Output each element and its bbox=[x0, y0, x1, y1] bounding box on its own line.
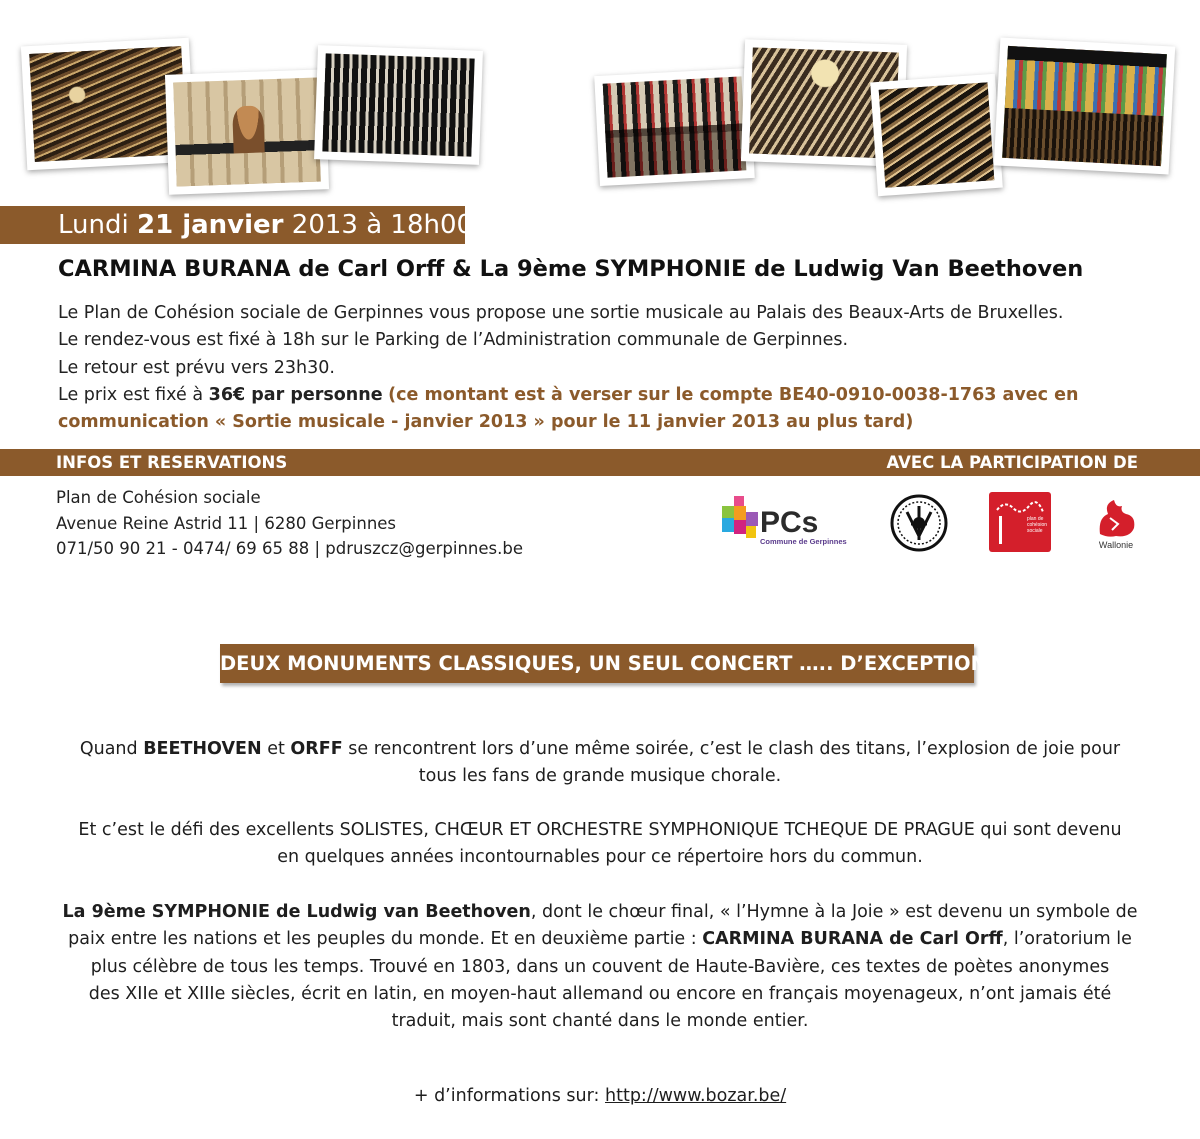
paragraph-prague-line-2: en quelques années incontournables pour ce répertoire hors du commun. bbox=[277, 847, 923, 868]
contact-phone-email: 071/50 90 21 - 0474/ 69 65 88 | pdruszcz@gerpinnes.be bbox=[56, 539, 523, 558]
p1-text-e: se rencontrent lors d’une même soirée, c’est le clash des titans, l’explosion de joie pour bbox=[348, 739, 1121, 759]
paragraph-program-line-5: traduit, mais sont chanté dans le monde entier. bbox=[391, 1011, 809, 1032]
plan-cohesion-logo bbox=[989, 492, 1051, 552]
photo-choir-rows bbox=[314, 45, 483, 165]
p1-beethoven: BEETHOVEN bbox=[143, 739, 262, 759]
contact-address: Avenue Reine Astrid 11 | 6280 Gerpinnes bbox=[56, 513, 397, 533]
participation-heading: AVEC LA PARTICIPATION DE bbox=[886, 453, 1138, 472]
p3-carmina-title: CARMINA BURANA de Carl Orff bbox=[702, 929, 1003, 950]
more-info-label: + d’informations sur: bbox=[413, 1086, 600, 1106]
paragraph-program-line-2 bbox=[50, 926, 1150, 953]
contact-block bbox=[56, 485, 523, 562]
paragraph-titans-line-2: tous les fans de grande musique chorale. bbox=[418, 766, 782, 787]
price-prefix: Le prix est fixé à bbox=[58, 384, 204, 405]
p1-text-a: Quand bbox=[79, 739, 138, 759]
paragraph-prague-line-1: Et c’est le défi des excellents SOLISTES, CHŒUR ET ORCHESTRE SYMPHONIQUE TCHEQUE DE PRAGUE qui sont devenu bbox=[78, 820, 1122, 840]
price-note-2: communication « Sortie musicale - janvier 2013 » pour le 11 janvier 2013 au plus tard) bbox=[58, 412, 914, 433]
plan-cohesion-logo-text: plan de cohésion sociale bbox=[1027, 516, 1048, 534]
wallonie-logo-text: Wallonie bbox=[1098, 540, 1134, 550]
p3-symphony-title: La 9ème SYMPHONIE de Ludwig van Beethoven bbox=[62, 902, 531, 922]
p3-text-2: paix entre les nations et les peuples du monde. Et en deuxième partie : bbox=[68, 929, 697, 950]
paragraph-titans-line-1 bbox=[50, 736, 1150, 763]
more-info bbox=[50, 1083, 1150, 1110]
photo-stage-orchestra bbox=[994, 38, 1175, 175]
date-bold: 21 janvier bbox=[136, 210, 284, 240]
bozar-link[interactable]: http://www.bozar.be/ bbox=[605, 1086, 787, 1106]
intro-line-1: Le Plan de Cohésion sociale de Gerpinnes vous propose une sortie musicale au Palais des Beaux-Arts de Bruxelles. bbox=[58, 303, 1064, 323]
event-title: CARMINA BURANA de Carl Orff & La 9ème SYMPHONIE de Ludwig Van Beethoven bbox=[58, 256, 1084, 282]
price-note-1: (ce montant est à verser sur le compte BE40-0910-0038-1763 avec en bbox=[388, 384, 1079, 405]
commune-seal-logo bbox=[889, 494, 949, 552]
info-reservations-heading: INFOS ET RESERVATIONS bbox=[56, 453, 288, 472]
event-date-bar bbox=[0, 206, 474, 244]
contact-org: Plan de Cohésion sociale bbox=[56, 488, 261, 507]
intro-price bbox=[58, 382, 1168, 409]
paragraph-program bbox=[50, 899, 1150, 1035]
p3-text-3: , l’oratorium le bbox=[1002, 929, 1132, 950]
pcs-logo-subtext: Commune de Gerpinnes bbox=[760, 537, 847, 546]
paragraph-program-line-1 bbox=[50, 899, 1150, 926]
paragraph-program-line-3: plus célèbre de tous les temps. Trouvé en 1803, dans un couvent de Haute-Bavière, ces textes de poètes anonymes bbox=[90, 956, 1110, 977]
p1-text-c: et bbox=[267, 739, 285, 759]
price-amount: 36€ par personne bbox=[208, 384, 383, 405]
info-bar bbox=[0, 449, 1200, 476]
photo-choir-standing bbox=[594, 68, 755, 186]
intro-text bbox=[58, 300, 1168, 436]
intro-line-2: Le rendez-vous est fixé à 18h sur le Parking de l’Administration communale de Gerpinnes. bbox=[58, 330, 849, 351]
pcs-logo-text: PCs bbox=[760, 506, 819, 539]
pcs-gerpinnes-logo bbox=[720, 494, 850, 550]
wallonie-logo bbox=[1090, 494, 1142, 556]
photo-choir-staircase bbox=[165, 69, 329, 195]
paragraph-titans bbox=[50, 736, 1150, 791]
p1-orff: ORFF bbox=[290, 739, 343, 759]
photo-orchestra-closeup bbox=[870, 74, 1003, 196]
paragraph-program-line-4: des XIIe et XIIIe siècles, écrit en latin, en moyen-haut allemand ou encore en français moyenageux, n’ont jamais été bbox=[88, 983, 1112, 1004]
paragraph-prague bbox=[50, 817, 1150, 872]
p3-text-1: , dont le chœur final, « l’Hymne à la Joie » est devenu un symbole de bbox=[530, 902, 1138, 922]
date-suffix: 2013 à 18h00 bbox=[291, 210, 474, 240]
date-prefix: Lundi bbox=[58, 210, 129, 240]
headline-banner: DEUX MONUMENTS CLASSIQUES, UN SEUL CONCERT ….. D’EXCEPTION ! bbox=[220, 644, 974, 683]
intro-line-3: Le retour est prévu vers 23h30. bbox=[58, 357, 335, 378]
